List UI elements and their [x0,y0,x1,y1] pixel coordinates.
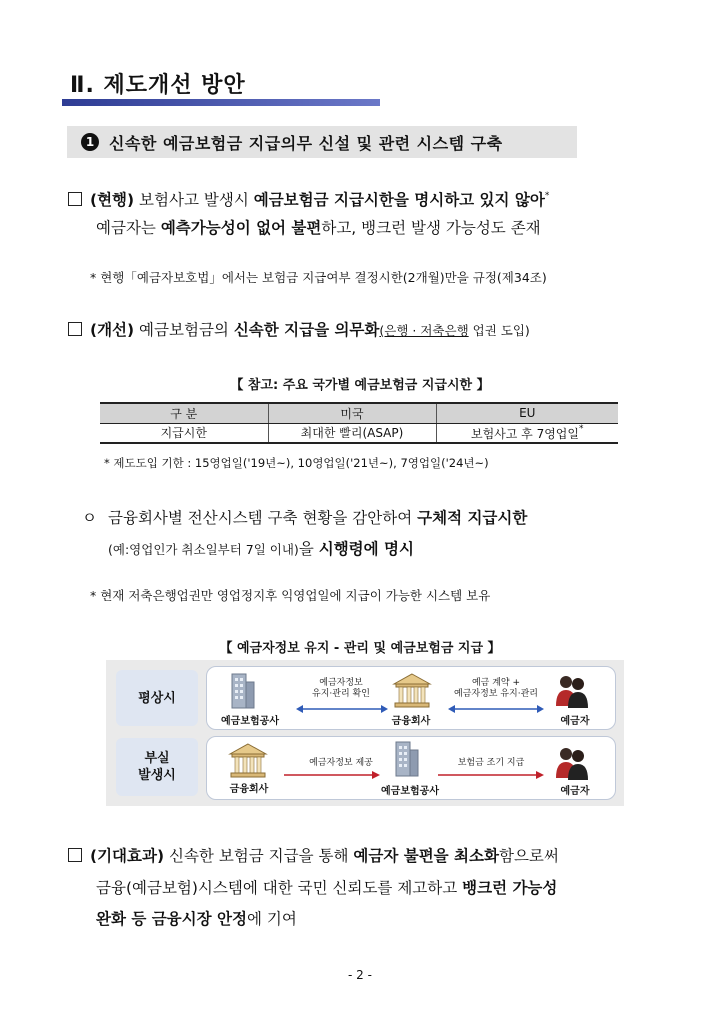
current-text-2: 예금보험금 지급시한을 명시하고 있지 않아 [253,191,545,209]
bullet-text-2: 구체적 지급시한 [417,509,528,527]
effect-text-4: 금융(예금보험)시스템에 대한 국민 신뢰도를 제고하고 [96,879,463,897]
right-arrow-icon [438,770,544,780]
improvement-label: (개선) [90,321,135,339]
bullet-footnote: * 현재 저축은행업권만 영업정지후 익영업일에 지급이 가능한 시스템 보유 [90,588,491,603]
improvement-text-3: (은행 · 저축은행 [379,323,469,338]
office-building-icon [390,738,424,778]
current-text-1: 보험사고 발생시 [134,191,254,209]
right-arrow-icon [284,770,380,780]
effect-text-6: 완화 등 금융시장 안정 [96,910,247,928]
link-label-line: 유지·관리 확인 [312,689,370,699]
checkbox-icon [68,322,82,336]
current-state-line2 [96,212,541,244]
bullet-text-5: 시행령에 명시 [318,540,414,558]
bullet-text-1: 금융회사별 전산시스템 구축 현황을 감안하여 [108,509,418,527]
current-text-4: 예측가능성이 없어 불편 [160,219,322,237]
entity-label: 예금보험공사 [381,786,439,797]
table-footnote: * 제도도입 기한 : 15영업일('19년~), 10영업일('21년~), 7영업일('24년~) [104,456,489,470]
current-text-5: 하고, 뱅크런 발생 가능성도 존재 [321,219,541,237]
row-label-line: 부실 [144,751,170,766]
bidirectional-arrow-icon [448,704,544,714]
entity-label: 금융회사 [391,716,431,727]
subsection-title: 신속한 예금보험금 지급의무 신설 및 관련 시스템 구축 [109,133,503,153]
effect-text-5: 뱅크런 가능성 [462,879,558,897]
bullet-marker: ㅇ [82,509,97,527]
bank-building-icon [392,672,432,710]
table-header: EU [436,403,618,423]
current-text-3: 예금자는 [96,219,161,237]
row-label-normal: 평상시 [116,670,198,726]
entity-label: 예금자 [560,786,590,797]
depositor-people-icon [554,744,590,782]
improvement-text-1: 예금보험금의 [134,321,234,339]
reference-table [100,402,618,444]
link-label-line: 예금자정보 [319,678,363,688]
entity-label: 예금자 [560,716,590,727]
entity-label: 예금보험공사 [221,716,279,727]
improvement-text-4: 업권 도입) [468,323,530,338]
row-label-insolvency [116,738,198,796]
number-badge: 1 [81,133,99,151]
table-cell: 지급시한 [100,423,268,443]
office-building-icon [226,670,260,710]
current-footnote: * 현행「예금자보호법」에서는 보험금 지급여부 결정시한(2개월)만을 규정(제34조) [90,270,547,285]
effect-text-7: 에 기여 [246,910,297,928]
deposit-info-diagram [106,660,624,806]
link-label-line: 예금 계약 + [471,678,521,688]
bullet-line2 [108,533,414,566]
section-title: Ⅱ. 제도개선 방안 [70,73,246,98]
bullet-text-4: 을 [298,540,319,558]
link-label-line: 예금자정보 유지·관리 [454,689,538,699]
link-label [436,678,556,700]
bullet-text-3: (예:영업인가 취소일부터 7일 이내) [108,542,299,557]
footnote-mark: * [544,191,550,201]
effect-line1 [68,840,559,872]
page-number: - 2 - [348,968,372,982]
effect-text-1: 신속한 보험금 지급을 통해 [164,847,354,865]
checkbox-icon [68,848,82,862]
footnote-mark: * [579,423,584,434]
current-label: (현행) [90,191,135,209]
table-header-row [100,403,618,423]
effect-text-3: 함으로써 [498,847,559,865]
depositor-people-icon [554,672,590,710]
section-title-underline [62,99,380,106]
improvement-text-2: 신속한 지급을 의무화 [233,321,380,339]
bullet-line1 [82,502,527,534]
reference-table-title: 【 참고: 주요 국가별 예금보험금 지급시한 】 [230,378,490,393]
link-label: 예금자정보 제공 [309,758,373,768]
checkbox-icon [68,192,82,206]
row-label-line: 발생시 [138,768,176,783]
subsection-heading [67,126,577,158]
table-row [100,423,618,443]
improvement-line [68,314,530,347]
entity-label: 금융회사 [229,784,269,795]
bidirectional-arrow-icon [296,704,388,714]
effect-label: (기대효과) [90,847,165,865]
table-header: 미국 [268,403,436,423]
diagram-title: 【 예금자정보 유지 - 관리 및 예금보험금 지급 】 [219,641,501,656]
link-label: 보험금 조기 지급 [457,758,525,768]
current-state-line1 [68,180,549,216]
effect-line3 [96,903,297,935]
table-cell [436,423,618,443]
bank-building-icon [228,742,268,780]
table-cell: 최대한 빨리(ASAP) [268,423,436,443]
table-cell-text: 보험사고 후 7영업일 [470,426,579,441]
link-label [286,678,396,700]
table-header: 구 분 [100,403,268,423]
effect-text-2: 예금자 불편을 최소화 [353,847,499,865]
effect-line2 [96,872,557,904]
